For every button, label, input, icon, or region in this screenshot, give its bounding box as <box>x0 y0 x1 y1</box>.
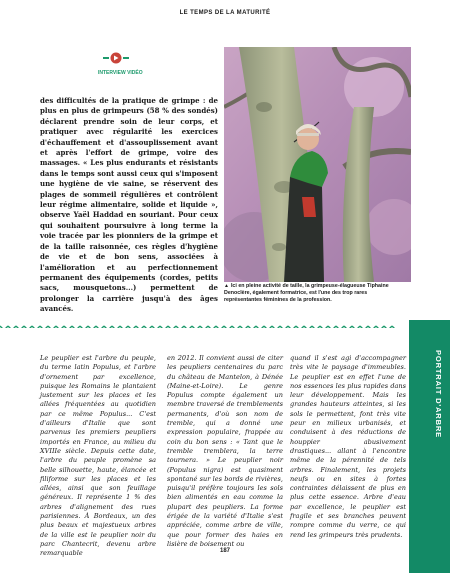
video-play-icon <box>103 52 129 64</box>
body-column-2: en 2012. Il convient aussi de citer les peupliers centenaires du parc du château de Mantelon, à Dénée (Maine-et-Loire). Le genre Populus compte également un membre traversé de tremblements permanents, d'où son nom de tremble, qui a donné une expression populaire, frappée au coin du bon sens : « Tant que le tremble tremblera, la terre tournera. » Le peuplier noir (Populus nigra) est quasiment spontané sur les bords de rivières, puisqu'il préfère toujours les sols bien alimentés en eau comme la plupart des peupliers. La forme érigée de la variété d'Italie s'est appréciée, comme arbre de ville, que pour former des haies en lisière de boisement ou <box>167 354 283 548</box>
tree-climber-photo <box>224 47 411 282</box>
section-side-label: PORTRAIT D'ARBRE <box>434 350 443 439</box>
intro-paragraph: des difficultés de la pratique de grimpe : de plus en plus de grimpeurs (58 % des sondés) déclarent prendre soin de leur corps, et pratiquer avec régularité les exercices d'échauffement et d'assouplissement avant et après l'effort de grimpe, voire des massages. « Les plus endurants et résistants dans le temps sont aussi ceux qui s'imposent une hygiène de vie saine, se réservent des plages de sommeil régulières et contrôlent leur régime alimentaire, solide et liquide », observe Yaël Haddad en souriant. Pour ceux qui souhaitent poursuivre à long terme la voie tracée par les pionniers de la grimpe et de la taille raisonnée, ces règles d'hygiène de vie et de bon sens, associées à l'amélioration et au perfectionnement permanent des équipements (cordes, petits sacs, mousquetons...) permettent de prolonger la carrière jusqu'à des âges avancés. <box>40 96 218 314</box>
photo-caption-text: Ici en pleine activité de taille, la grimpeuse-élagueuse Tiphaine Denoclère, également formatrice, est l'une des trop rares représentantes féminines de la profession. <box>224 283 389 303</box>
body-column-1: Le peuplier est l'arbre du peuple, du terme latin Populus, et l'arbre d'ornement par excellence, puisque les Romains le plantaient justement sur les places et les allées fréquentées au quotidien par ce même Populus... C'est d'ailleurs d'Italie que sont parvenus les premiers peupliers importés en France, au milieu du XVIIIe siècle. Depuis cette date, l'arbre du peuple promène sa belle silhouette, haute, élancée et filiforme sur les places et les allées, ainsi que son feuillage généreux. Il représente 1 % des arbres d'alignement des rues parisiennes. À Bordeaux, un des plus beaux et majestueux arbres de la ville est le peuplier noir du parc Chantecrit, devenu arbre remarquable <box>40 354 156 558</box>
running-header: LE TEMPS DE LA MATURITÉ <box>179 10 271 16</box>
body-column-3: quand il s'est agi d'accompagner très vite le paysage d'immeubles. Le peuplier est en effet l'une de nos essences les plus rapides dans leur développement. Mais les grandes hauteurs atteintes, si les sols le permettent, font très vite peur en milieux urbanisés, et conduisent à des réductions de houppier abusivement drastiques... allant à l'encontre même de la pérennité de tels arbres. Finalement, les projets neufs ou en sites à fortes contraintes délaissent de plus en plus cette essence. Arbre d'eau par excellence, le peuplier est fragile et ses branches peuvent rompre comme du verre, ce qui rend les grimpeurs très prudents. <box>290 354 406 539</box>
caption-bullet-icon: ▲ <box>224 283 229 289</box>
page-number: 187 <box>219 548 230 554</box>
interview-video-label: INTERVIEW VIDÉO <box>98 70 143 76</box>
decorative-divider <box>0 318 395 328</box>
photo-caption <box>224 283 399 304</box>
interview-video-badge[interactable] <box>98 49 143 76</box>
